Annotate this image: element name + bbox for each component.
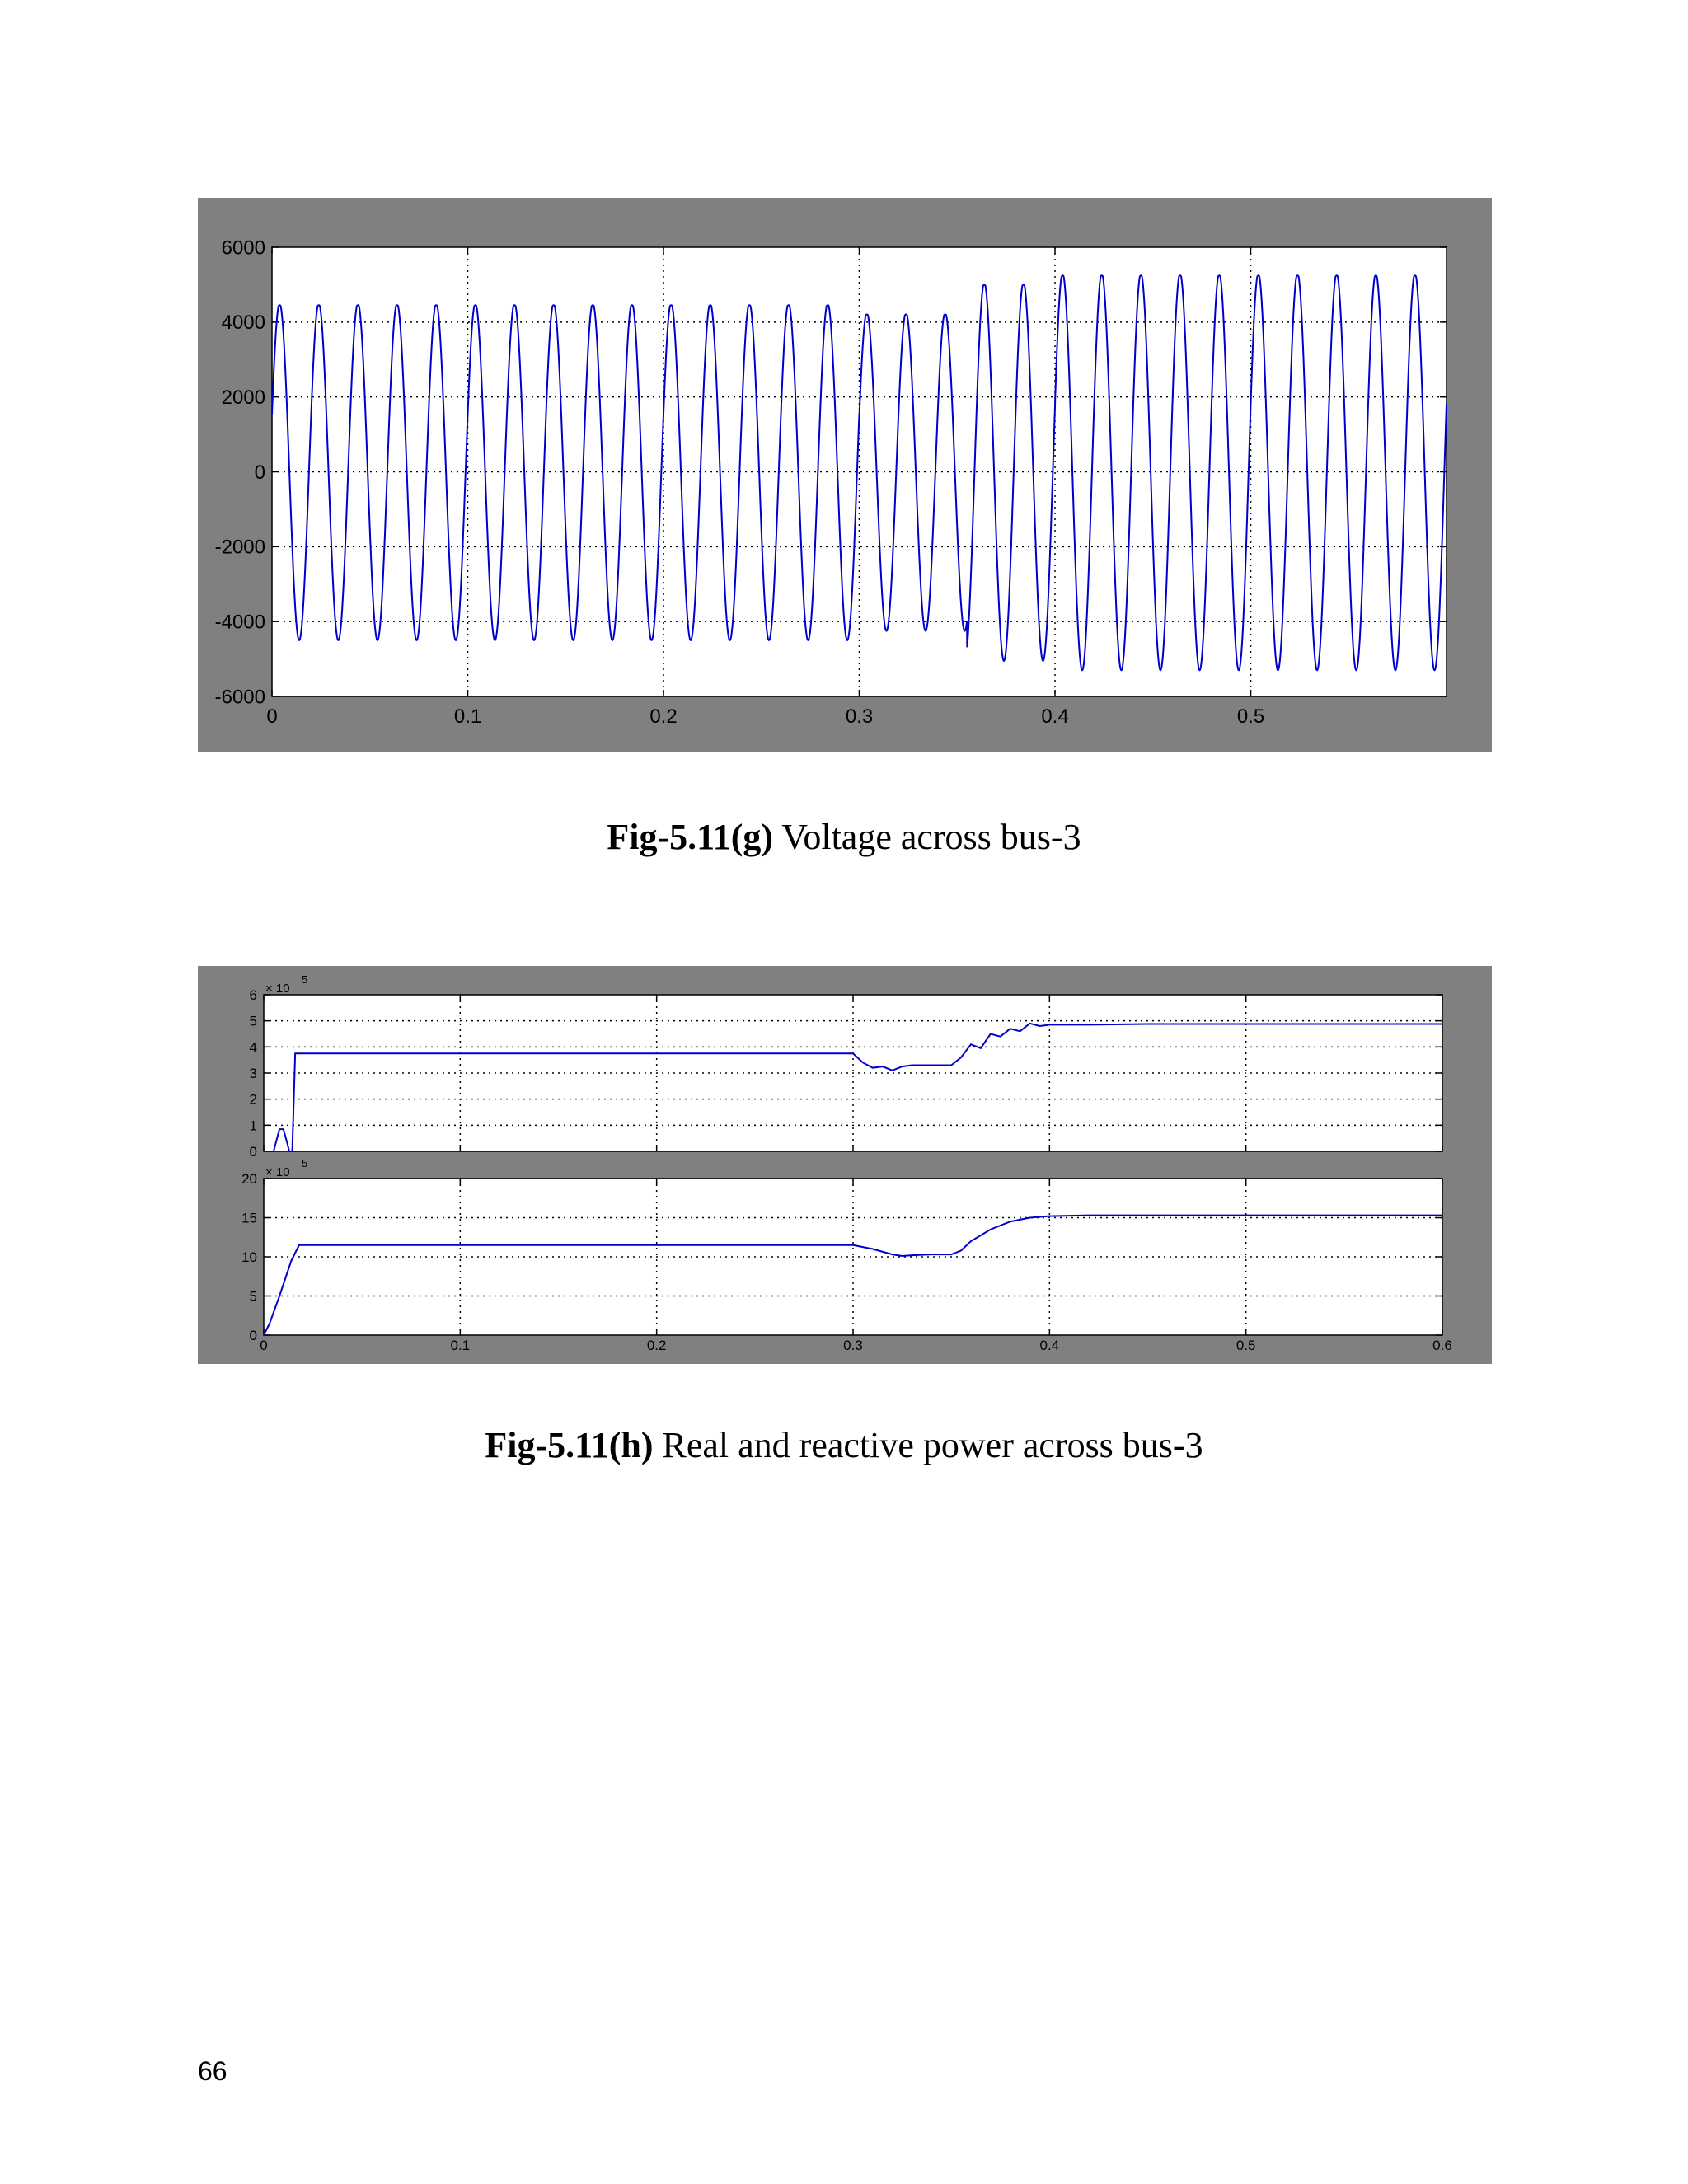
caption-fig-h-text: Real and reactive power across bus-3 [653,1425,1203,1465]
y-tick-label: -2000 [214,536,265,559]
y-tick-label: 15 [241,1210,257,1226]
x-tick-label: 0.6 [1432,1338,1452,1353]
y-multiplier-label: × 10 [265,1165,290,1179]
x-tick-label: 0.2 [649,705,678,728]
page-number: 66 [198,2056,227,2086]
y-multiplier-exponent: 5 [302,1157,308,1169]
y-tick-label: 0 [249,1143,257,1160]
y-tick-label: 0 [249,1327,257,1343]
x-tick-label: 0 [260,1338,268,1353]
voltage-figure [198,198,1492,752]
y-tick-label: 5 [249,1288,257,1305]
y-tick-label: 2000 [221,387,265,410]
y-tick-label: 5 [249,1013,257,1029]
x-tick-label: 0.2 [646,1338,667,1353]
y-tick-label: 1 [249,1118,257,1134]
y-tick-label: 4 [249,1039,257,1056]
caption-fig-g [0,816,1688,858]
caption-fig-g-text: Voltage across bus-3 [773,817,1081,857]
y-tick-label: -4000 [214,611,265,634]
power-figure [198,966,1492,1364]
y-tick-label: 3 [249,1065,257,1081]
caption-fig-g-label: Fig-5.11(g) [607,817,774,857]
y-tick-label: 2 [249,1091,257,1108]
caption-fig-h [0,1424,1688,1466]
y-tick-label: 20 [241,1170,257,1187]
x-tick-label: 0.5 [1236,1338,1256,1353]
y-tick-label: 0 [254,461,265,484]
y-tick-label: 6000 [221,237,265,260]
x-tick-label: 0.3 [843,1338,863,1353]
x-tick-label: 0.1 [450,1338,471,1353]
x-tick-label: 0.1 [453,705,482,728]
caption-fig-h-label: Fig-5.11(h) [485,1425,654,1465]
x-tick-label: 0.3 [845,705,874,728]
x-tick-label: 0 [266,705,278,728]
y-multiplier-exponent: 5 [302,973,308,986]
y-multiplier-label: × 10 [265,982,290,996]
x-tick-label: 0.5 [1236,705,1265,728]
y-tick-label: 4000 [221,312,265,335]
y-tick-label: -6000 [214,686,265,709]
y-tick-label: 6 [249,987,257,1003]
power-chart [198,966,1492,1364]
y-tick-label: 10 [241,1249,257,1265]
voltage-chart [198,198,1492,752]
x-tick-label: 0.4 [1041,705,1069,728]
x-tick-label: 0.4 [1039,1338,1060,1353]
